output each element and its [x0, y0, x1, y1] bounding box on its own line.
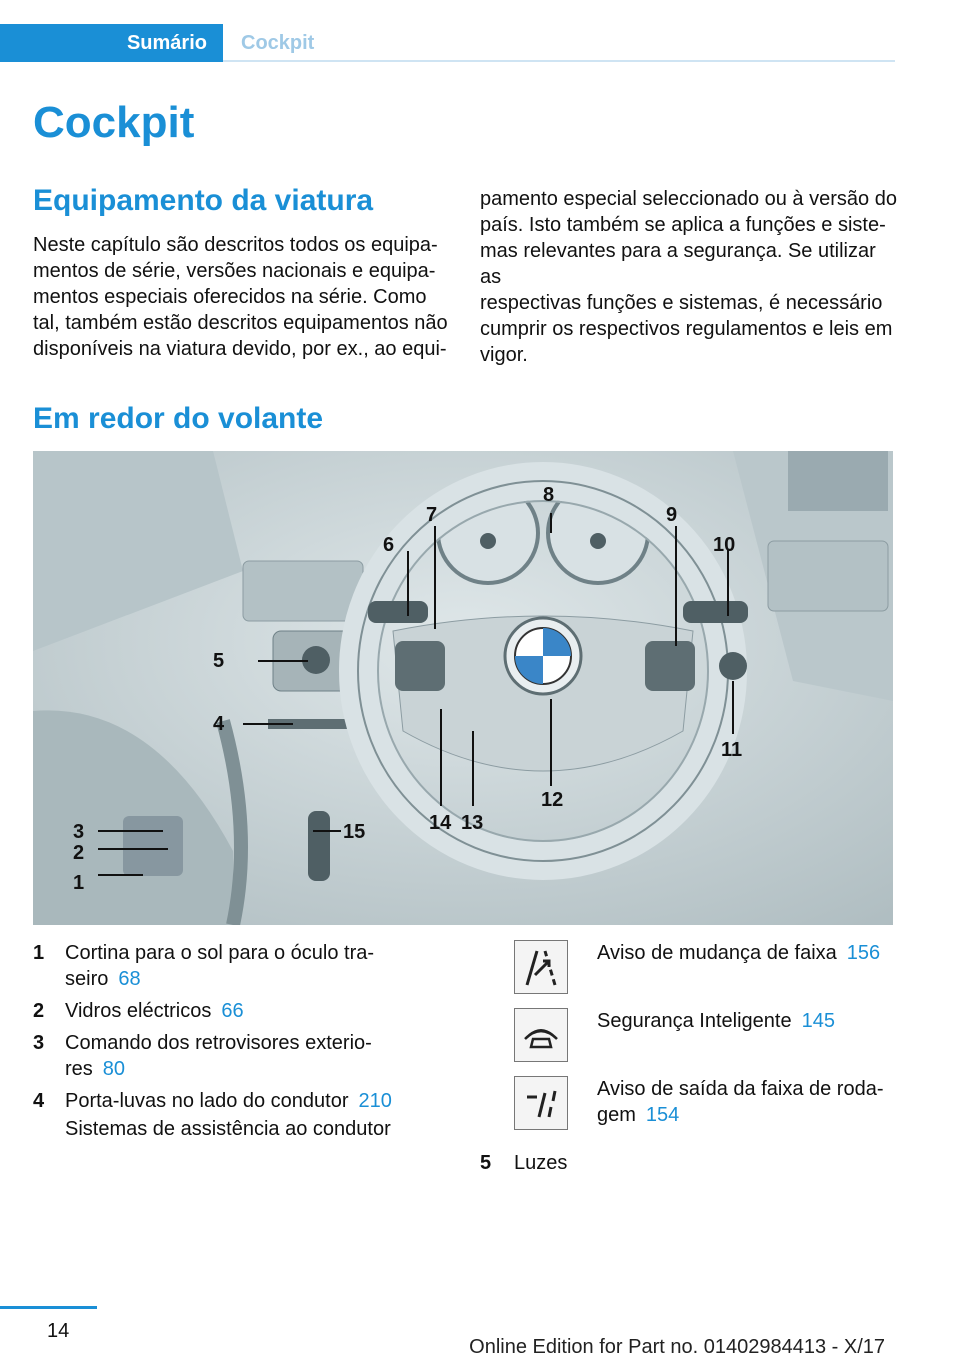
subsection-title: Em redor do volante — [33, 402, 324, 435]
page-link[interactable]: 145 — [801, 1010, 835, 1032]
tab-bar — [0, 24, 330, 62]
callout-1: 1 — [73, 872, 85, 894]
callout-3: 3 — [73, 821, 85, 843]
callout-12: 12 — [541, 789, 564, 811]
item-number: 3 — [33, 1032, 45, 1054]
section-title: Equipamento da viatura — [33, 184, 374, 217]
lane-departure-warning-entry — [597, 1076, 897, 1128]
page-number: 14 — [47, 1320, 70, 1342]
callout-7: 7 — [426, 504, 438, 526]
assist-heading: Sistemas de assistência ao condutor — [65, 1118, 391, 1140]
page-title: Cockpit — [33, 98, 195, 147]
item-text: Cortina para o sol para o óculo tra- seiro — [65, 942, 375, 990]
list-item — [33, 1088, 453, 1114]
legend-right-item-5 — [480, 1150, 780, 1182]
list-item — [33, 1030, 453, 1082]
steering-wheel-figure — [33, 451, 893, 925]
lane-change-warning-icon — [514, 940, 568, 994]
item-text: Segurança Inteligente — [597, 1010, 792, 1032]
item-number: 1 — [33, 942, 45, 964]
item-text: Luzes — [514, 1152, 568, 1174]
callout-8: 8 — [543, 484, 555, 506]
list-item — [33, 998, 453, 1024]
intro-column-1: Neste capítulo são descritos todos os equipa- mentos de série, versões nacionais e equipa- mentos especiais oferecidos na série. Como tal, também estão descritos equipamentos não disponíveis na viatura devido, por ex., ao equi- — [33, 234, 448, 360]
lane-change-warning-entry — [597, 940, 897, 966]
callout-4: 4 — [213, 713, 225, 735]
callout-13: 13 — [461, 812, 484, 834]
list-item — [480, 1150, 780, 1176]
item-text: Aviso de saída da faixa de roda- gem — [597, 1078, 884, 1126]
item-text: Aviso de mudança de faixa — [597, 942, 837, 964]
callout-10: 10 — [713, 534, 736, 556]
item-number: 2 — [33, 1000, 45, 1022]
intelligent-safety-icon — [514, 1008, 568, 1062]
page-link[interactable]: 154 — [645, 1104, 680, 1126]
callout-11: 11 — [721, 739, 743, 761]
item-number: 4 — [33, 1090, 45, 1112]
intelligent-safety-entry — [597, 1008, 897, 1034]
callout-5: 5 — [213, 650, 225, 672]
callout-15: 15 — [343, 821, 366, 843]
footer-edition: Online Edition for Part no. 01402984413 - X/17 — [469, 1336, 885, 1358]
callout-14: 14 — [429, 812, 452, 834]
cockpit-illustration — [33, 451, 893, 925]
tab-cockpit[interactable]: Cockpit — [223, 24, 330, 62]
item-number: 5 — [480, 1152, 492, 1174]
callout-6: 6 — [383, 534, 395, 556]
legend-left — [33, 940, 453, 1142]
page-link[interactable]: 66 — [221, 1000, 244, 1022]
item-text: Porta-luvas no lado do condutor — [65, 1090, 349, 1112]
tab-underline — [223, 60, 895, 62]
tab-summary[interactable]: Sumário — [0, 24, 223, 62]
intro-column-2: pamento especial seleccionado ou à versão do país. Isto também se aplica a funções e siste- mas relevantes para a segurança. Se utilizar as respectivas funções e sistemas, é necessário cumprir os respectivos regulamentos e leis em vigor. — [480, 188, 897, 366]
page-link[interactable]: 80 — [102, 1058, 126, 1080]
page-link[interactable]: 210 — [358, 1090, 392, 1112]
callout-2: 2 — [73, 842, 85, 864]
item-text: Comando dos retrovisores exterio- res — [65, 1032, 372, 1080]
item-text: Vidros eléctricos — [65, 1000, 212, 1022]
page-link[interactable]: 156 — [846, 942, 881, 964]
callout-9: 9 — [666, 504, 678, 526]
list-item — [33, 940, 453, 992]
lane-departure-warning-icon — [514, 1076, 568, 1130]
page-link[interactable]: 68 — [118, 968, 141, 990]
footer-rule — [0, 1306, 97, 1309]
